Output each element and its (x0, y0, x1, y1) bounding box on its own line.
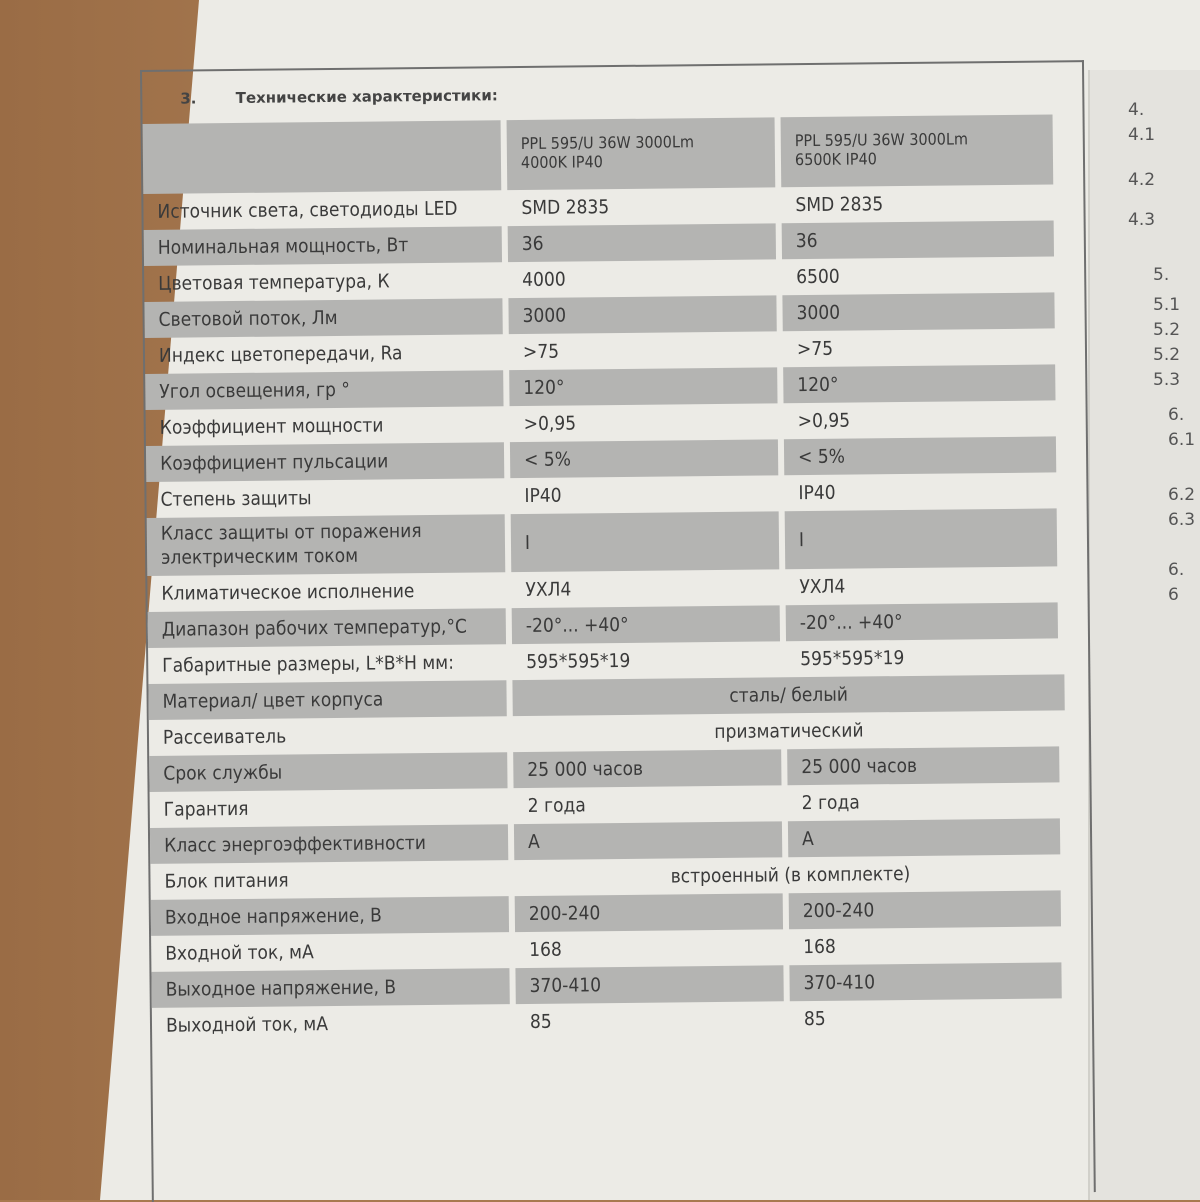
model-b-line1: PPL 595/U 36W 3000Lm (794, 129, 969, 151)
section-number: 3. (180, 89, 197, 108)
row-value-b: 200-240 (789, 890, 1061, 929)
row-label: Коэффициент мощности (159, 414, 384, 439)
row-value-b: 168 (803, 935, 836, 959)
row-value-a: SMD 2835 (521, 196, 610, 220)
row-value-a: 120° (509, 367, 777, 406)
row-value-b: < 5% (784, 436, 1056, 475)
row-label: Гарантия (163, 797, 249, 821)
row-label: Класс защиты от поражения электрическим током (147, 514, 506, 576)
row-label: Световой поток, Лм (144, 298, 502, 338)
row-value-b: I (785, 508, 1058, 569)
row-value-a: 200-240 (515, 893, 783, 932)
row-label: Выходное напряжение, В (151, 968, 509, 1008)
row-label: Климатическое исполнение (161, 580, 415, 605)
header-model-a (507, 117, 776, 190)
row-value-b: IP40 (798, 481, 836, 505)
row-label: Угол освещения, гр ° (145, 370, 503, 410)
row-value-b: 6500 (796, 265, 840, 289)
row-label: Цветовая температура, К (158, 270, 390, 295)
row-label: Индекс цветопередачи, Ra (158, 342, 403, 367)
row-value-b: УХЛ4 (799, 575, 846, 599)
row-label: Выходной ток, мА (165, 1013, 329, 1037)
row-label: Степень защиты (160, 487, 312, 511)
row-label: Коэффициент пульсации (146, 442, 504, 482)
row-label: Входной ток, мА (165, 941, 314, 965)
row-value-a: >0,95 (523, 412, 577, 436)
row-label: Габаритные размеры, L*B*H мм: (162, 651, 455, 677)
model-a-line1: PPL 595/U 36W 3000Lm (520, 132, 695, 154)
row-label: Срок службы (149, 752, 507, 792)
row-label: Номинальная мощность, Вт (144, 226, 502, 266)
row-value-both: призматический (714, 719, 864, 744)
row-label: Блок питания (164, 869, 289, 893)
row-label: Рассеиватель (162, 725, 287, 749)
row-value-a: 36 (508, 223, 776, 262)
row-value-a: -20°... +40° (512, 605, 780, 644)
row-value-b: 25 000 часов (787, 746, 1059, 785)
paper-next-page (1088, 70, 1200, 1200)
row-value-a: 2 года (527, 794, 586, 817)
header-label-cell (143, 120, 502, 194)
row-value-b: 120° (783, 364, 1055, 403)
row-value-a: 168 (529, 938, 562, 961)
row-value-a: 85 (529, 1010, 552, 1033)
row-value-a: IP40 (524, 484, 562, 507)
row-value-a: 3000 (508, 295, 776, 334)
table-row (147, 508, 1088, 576)
row-value-both: встроенный (в комплекте) (670, 862, 911, 888)
row-value-b: 370-410 (789, 962, 1061, 1001)
section-title (180, 86, 498, 107)
model-a-line2: 4000K IP40 (520, 152, 603, 173)
row-value-b: >75 (796, 337, 834, 361)
row-value-b: >0,95 (797, 409, 851, 433)
row-label: Материал/ цвет корпуса (148, 680, 506, 720)
model-b-line2: 6500K IP40 (794, 149, 877, 170)
row-value-a: 4000 (522, 268, 566, 292)
row-value-a: 25 000 часов (513, 749, 781, 788)
row-value-a: >75 (522, 340, 560, 364)
row-value-b: А (788, 818, 1060, 857)
row-label: Входное напряжение, В (151, 896, 509, 936)
row-value-a: 370-410 (515, 965, 783, 1004)
row-value-b: -20°... +40° (786, 602, 1058, 641)
row-label: Класс энергоэффективности (150, 824, 508, 864)
row-value-a: 595*595*19 (526, 649, 631, 673)
row-value-b: 2 года (801, 791, 860, 815)
section-heading: Технические характеристики: (235, 86, 498, 107)
row-value-a: < 5% (510, 439, 778, 478)
row-label: Источник света, светодиоды LED (157, 197, 458, 223)
row-value-both: сталь/ белый (512, 674, 1064, 716)
row-value-a: А (514, 821, 782, 860)
row-label: Диапазон рабочих температур,°С (148, 608, 506, 648)
header-model-b (781, 114, 1054, 187)
row-value-a: УХЛ4 (525, 578, 572, 601)
row-value-b: 595*595*19 (800, 647, 905, 671)
row-value-b: SMD 2835 (795, 193, 884, 217)
row-value-b: 3000 (782, 292, 1054, 331)
table-header (143, 114, 1084, 194)
row-value-b: 85 (803, 1007, 826, 1031)
spec-frame (140, 60, 1096, 1202)
spec-table (143, 114, 1093, 1044)
row-value-b: 36 (782, 220, 1054, 259)
row-value-a: I (511, 511, 780, 572)
